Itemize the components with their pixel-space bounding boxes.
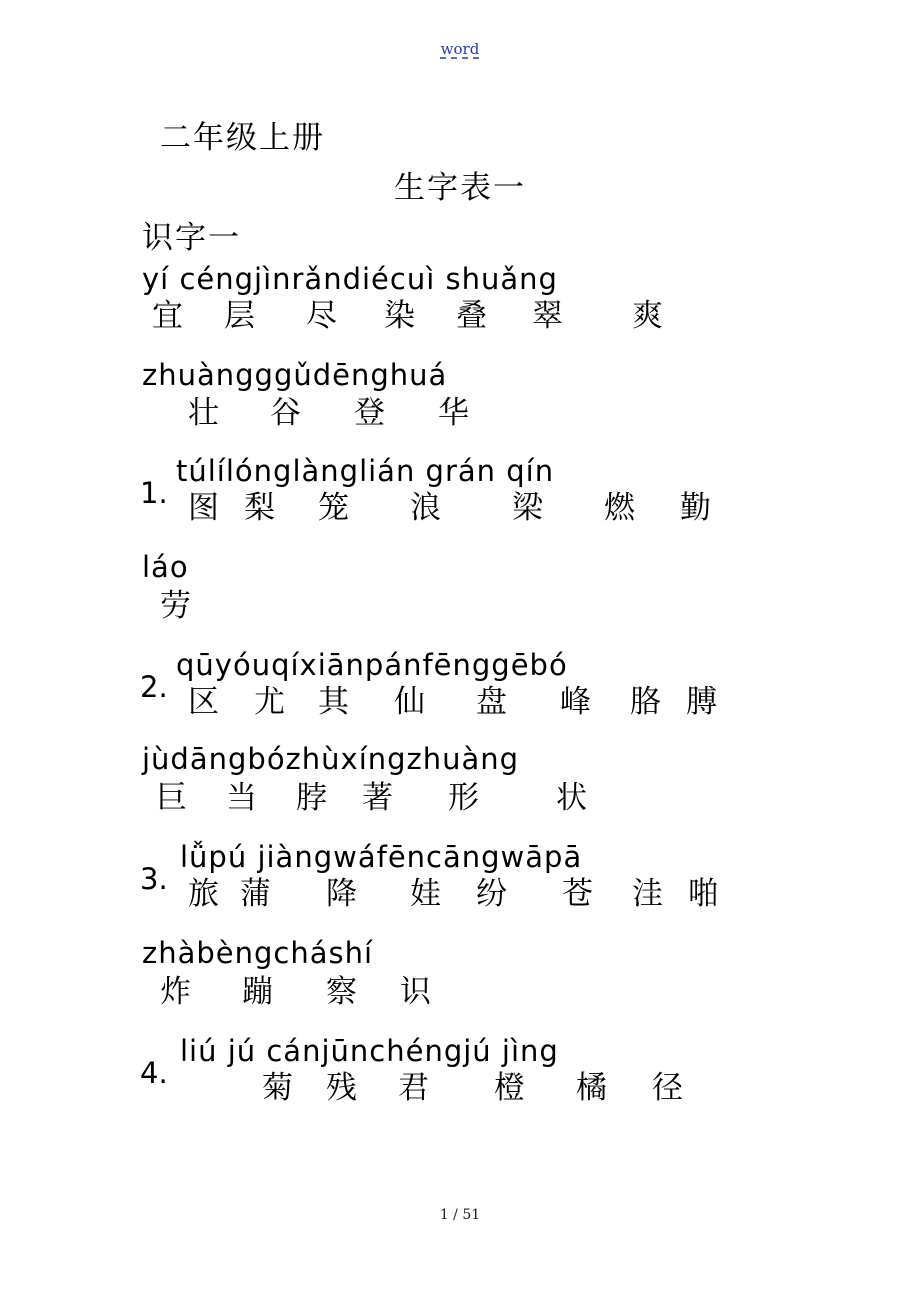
hanzi-char: 旅 [188, 876, 219, 912]
hanzi-char: 菊 [262, 1070, 293, 1106]
hanzi-char: 形 [448, 780, 479, 816]
hanzi-char: 浪 [410, 490, 441, 526]
table-title: 生字表一 [394, 170, 526, 206]
hanzi-char: 残 [326, 1070, 357, 1106]
grade-title: 二年级上册 [160, 120, 325, 156]
row-number: 1. [140, 476, 168, 510]
hanzi-char: 炸 [160, 974, 191, 1010]
hanzi-char: 爽 [632, 298, 663, 334]
hanzi-char: 啪 [688, 876, 719, 912]
hanzi-char: 纷 [476, 876, 507, 912]
hanzi-char: 著 [362, 780, 393, 816]
hanzi-char: 状 [556, 780, 587, 816]
hanzi-char: 洼 [632, 876, 663, 912]
hanzi-char: 胳 [630, 684, 661, 720]
hanzi-char: 膊 [686, 684, 717, 720]
hanzi-char: 识 [400, 974, 431, 1010]
hanzi-char: 壮 [188, 395, 219, 431]
hanzi-char: 燃 [604, 490, 635, 526]
hanzi-char: 橘 [576, 1070, 607, 1106]
row-number: 3. [140, 862, 168, 896]
hanzi-char: 仙 [394, 684, 425, 720]
pinyin-line: liú jú cánjūnchéngjú jìng [180, 1034, 559, 1068]
hanzi-char: 勤 [680, 490, 711, 526]
hanzi-char: 谷 [270, 395, 301, 431]
pinyin-line: jùdāngbózhùxíngzhuàng [142, 742, 520, 776]
hanzi-char: 染 [384, 298, 415, 334]
hanzi-char: 苍 [562, 876, 593, 912]
hanzi-char: 尽 [306, 298, 337, 334]
pinyin-line: qūyóuqíxiānpánfēnggēbó [176, 648, 568, 682]
hanzi-char: 橙 [494, 1070, 525, 1106]
hanzi-char: 翠 [532, 298, 563, 334]
hanzi-char: 区 [188, 684, 219, 720]
hanzi-char: 蒲 [240, 876, 271, 912]
pinyin-line: láo [142, 550, 189, 584]
hanzi-char: 叠 [456, 298, 487, 334]
hanzi-char: 察 [326, 974, 357, 1010]
hanzi-char: 梨 [244, 490, 275, 526]
row-number: 2. [140, 670, 168, 704]
hanzi-char: 降 [326, 876, 357, 912]
hanzi-char: 图 [188, 490, 219, 526]
hanzi-char: 登 [354, 395, 385, 431]
hanzi-char: 峰 [560, 684, 591, 720]
hanzi-char: 当 [226, 780, 257, 816]
hanzi-char: 宜 [152, 298, 183, 334]
pinyin-line: zhàbèngcháshí [142, 936, 374, 970]
page-number: 1 / 51 [439, 1207, 481, 1223]
hanzi-char: 梁 [512, 490, 543, 526]
hanzi-char: 径 [652, 1070, 683, 1106]
hanzi-char: 其 [318, 684, 349, 720]
hanzi-char: 蹦 [242, 974, 273, 1010]
hanzi-char: 笼 [318, 490, 349, 526]
header-word-link[interactable]: word [440, 40, 480, 58]
pinyin-line: yí céngjìnrǎndiécuì shuǎng [142, 262, 558, 296]
hanzi-char: 层 [224, 298, 255, 334]
pinyin-line: túlílónglànglián grán qín [176, 454, 555, 488]
pinyin-line: lǚpú jiàngwáfēncāngwāpā [180, 840, 583, 874]
hanzi-char: 君 [398, 1070, 429, 1106]
pinyin-line: zhuàngggǔdēnghuá [142, 358, 448, 392]
row-number: 4. [140, 1056, 168, 1090]
hanzi-char: 脖 [296, 780, 327, 816]
hanzi-char: 娃 [410, 876, 441, 912]
hanzi-char: 华 [438, 395, 469, 431]
hanzi-char: 盘 [476, 684, 507, 720]
hanzi-char: 巨 [156, 780, 187, 816]
hanzi-char: 劳 [160, 588, 191, 624]
hanzi-char: 尤 [254, 684, 285, 720]
section-title: 识字一 [142, 220, 241, 256]
